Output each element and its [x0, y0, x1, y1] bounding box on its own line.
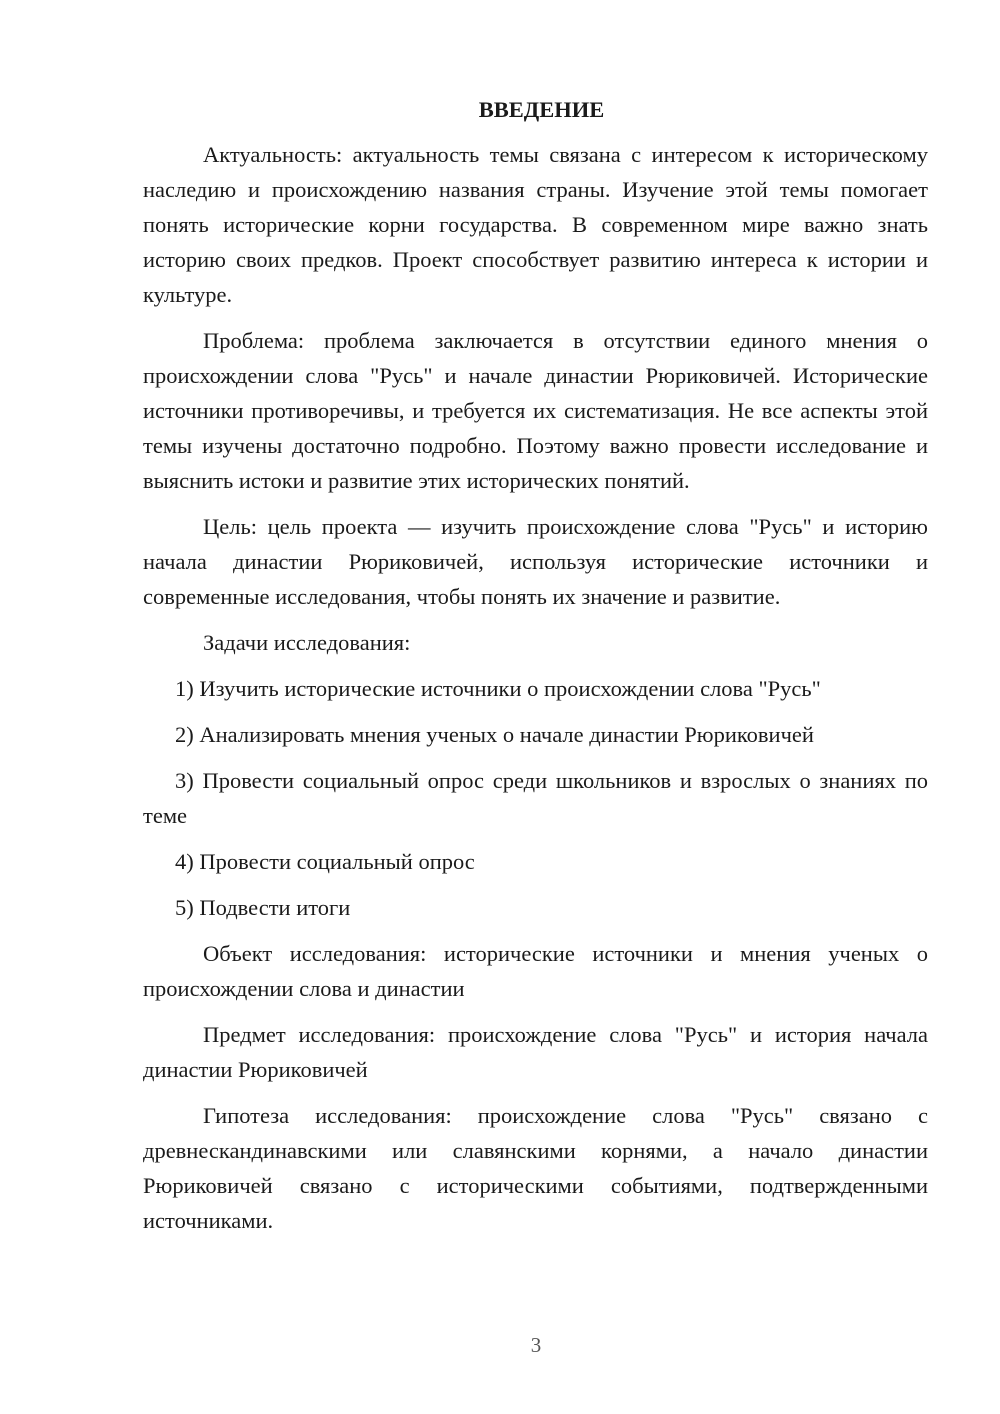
goal-paragraph: Цель: цель проекта — изучить происхождение слова "Русь" и историю начала династии Рюриковичей, используя исторические источники и современные исследования, чтобы понять их значение и развитие. [143, 514, 928, 609]
task-item-2: 2) Анализировать мнения ученых о начале династии Рюриковичей [175, 722, 814, 747]
task-item-5: 5) Подвести итоги [175, 895, 351, 920]
hypothesis-paragraph: Гипотеза исследования: происхождение слова "Русь" связано с древнескандинавскими или славянскими корнями, а начало династии Рюриковичей связано с историческими событиями, подтвержденными источниками. [143, 1103, 928, 1233]
subject-paragraph: Предмет исследования: происхождение слова "Русь" и история начала династии Рюриковичей [143, 1022, 928, 1082]
page-number: 3 [530, 1333, 542, 1357]
object-paragraph: Объект исследования: исторические источники и мнения ученых о происхождении слова и династии [143, 941, 928, 1001]
relevance-paragraph: Актуальность: актуальность темы связана с интересом к историческому наследию и происхождению названия страны. Изучение этой темы помогает понять исторические корни государства. В современном мире важно знать историю своих предков. Проект способствует развитию интереса к истории и культуре. [143, 142, 928, 307]
problem-paragraph: Проблема: проблема заключается в отсутствии единого мнения о происхождении слова "Русь" и начале династии Рюриковичей. Исторические источники противоречивы, и требуется их систематизация. Не все аспекты этой темы изучены достаточно подробно. Поэтому важно провести исследование и выяснить истоки и развитие этих исторических понятий. [143, 328, 928, 493]
task-item-4: 4) Провести социальный опрос [175, 849, 475, 874]
tasks-title: Задачи исследования: [203, 630, 411, 655]
task-item-3: 3) Провести социальный опрос среди школьников и взрослых о знаниях по теме [143, 768, 928, 828]
task-item-1: 1) Изучить исторические источники о происхождении слова "Русь" [175, 676, 821, 701]
document-page [143, 92, 928, 1249]
page-title: ВВЕДЕНИЕ [478, 97, 605, 122]
